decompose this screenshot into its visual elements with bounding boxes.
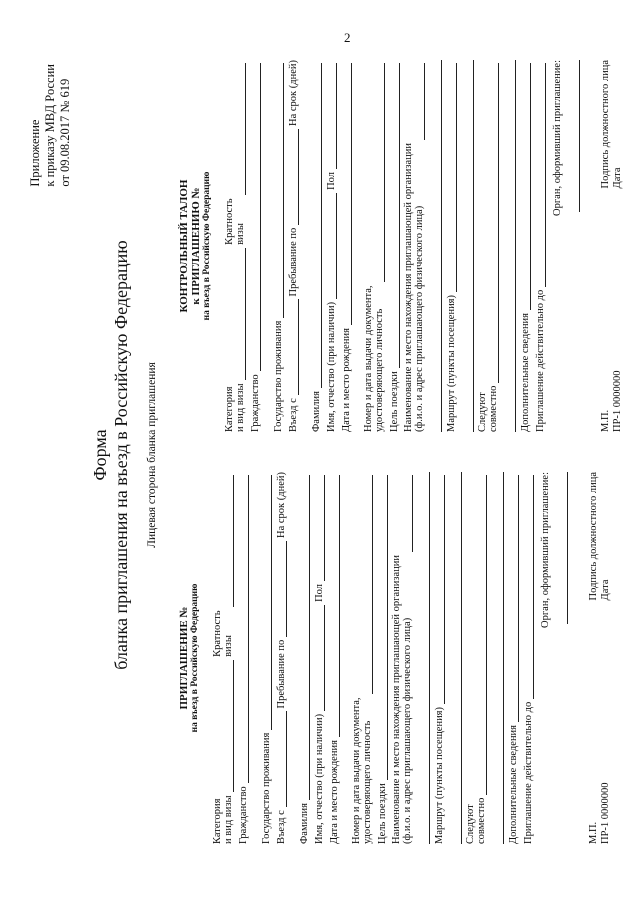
term-label: На срок (дней) <box>276 471 287 538</box>
org-field[interactable] <box>401 475 413 552</box>
stub-citizenship-label: Гражданство <box>250 374 261 432</box>
valid-label: Приглашение действительно до <box>523 701 534 844</box>
doc-label: Номер и дата выдачи документа, удостоверяющего личность <box>351 697 373 844</box>
issuer-label: Орган, оформивший приглашение: <box>540 472 551 628</box>
stub-residence-field[interactable] <box>272 63 284 318</box>
stub-category-field[interactable] <box>234 248 246 381</box>
stub-term-label: На срок (дней) <box>288 59 299 126</box>
surname-field[interactable] <box>298 475 310 800</box>
stub-date-label: Дата <box>612 167 623 189</box>
stub-mp-label: М.П. <box>600 409 611 432</box>
route-field[interactable] <box>433 475 445 704</box>
stub-valid-field[interactable] <box>534 63 546 287</box>
stub-signature-label: Подпись должностного лица <box>600 60 611 189</box>
purpose-field[interactable] <box>376 475 388 780</box>
org-field-2[interactable] <box>417 472 430 844</box>
route-field-2[interactable] <box>449 472 462 844</box>
stub-route-field-2[interactable] <box>461 60 474 432</box>
stub-stay-label: Пребывание по <box>288 227 299 297</box>
stub-name-field[interactable] <box>325 193 337 299</box>
stub-doc-label: Номер и дата выдачи документа, удостоверяющего личность <box>363 285 385 432</box>
stub-purpose-field[interactable] <box>388 63 400 368</box>
category-label: Категория и вид визы <box>212 795 234 844</box>
surname-label: Фамилия <box>299 803 310 844</box>
signature-block <box>588 472 612 600</box>
purpose-label: Цель поездки <box>377 783 388 844</box>
appendix-line-2: к приказу МВД России <box>43 64 57 187</box>
serial-number: ПР-1 0000000 <box>600 782 611 844</box>
stub-extra-label: Дополнительные сведения <box>520 312 531 432</box>
entry-field[interactable] <box>275 711 287 807</box>
stub-stay-field[interactable] <box>287 129 299 225</box>
multiplicity-label: Кратность визы <box>212 610 234 657</box>
doc-field[interactable] <box>361 475 373 695</box>
stub-subtitle: на въезд в Российскую Федерацию <box>202 171 212 321</box>
name-label: Имя, отчество (при наличии) <box>314 713 325 844</box>
form-heading <box>90 60 158 850</box>
birth-field[interactable] <box>328 475 340 737</box>
accomp-label: Следуют совместно <box>465 797 487 844</box>
entry-label: Въезд с <box>276 810 287 844</box>
stub-route-label: Маршрут (пункты посещения) <box>446 294 457 432</box>
heading-title: бланка приглашения на въезд в Российскую Федерацию <box>111 240 131 670</box>
stub-org-field-2[interactable] <box>429 60 442 432</box>
stub-issuer-field[interactable] <box>567 60 580 212</box>
stub-sex-field[interactable] <box>325 63 337 169</box>
stub-accomp-label: Следуют совместно <box>477 385 499 432</box>
accomp-field-2[interactable] <box>491 472 504 844</box>
stub-accomp-field[interactable] <box>487 63 499 383</box>
stub-doc-field[interactable] <box>373 63 385 283</box>
stub-issuer-label: Орган, оформивший приглашение: <box>552 60 563 216</box>
stub-accomp-field-2[interactable] <box>503 60 516 432</box>
stub-entry-label: Въезд с <box>288 398 299 432</box>
stub-surname-label: Фамилия <box>311 391 322 432</box>
rotated-form-sheet <box>28 59 623 850</box>
stub-valid-label: Приглашение действительно до <box>535 289 546 432</box>
issuer-field[interactable] <box>555 472 568 624</box>
stub-title-1: КОНТРОЛЬНЫЙ ТАЛОН <box>178 179 190 313</box>
sex-label: Пол <box>314 583 325 602</box>
invitation-panel <box>178 472 612 844</box>
stub-birth-label: Дата и место рождения <box>341 328 352 432</box>
stub-stamp-block <box>600 370 624 432</box>
residence-label: Государство проживания <box>261 732 272 844</box>
route-label: Маршрут (пункты посещения) <box>434 706 445 844</box>
heading-form: Форма <box>90 429 110 481</box>
stub-sex-label: Пол <box>326 171 337 190</box>
stub-name-label: Имя, отчество (при наличии) <box>326 301 337 432</box>
invitation-title: ПРИГЛАШЕНИЕ № <box>178 606 190 710</box>
appendix-line-3: от 09.08.2017 № 619 <box>58 78 72 187</box>
control-stub-panel <box>178 60 624 432</box>
birth-label: Дата и место рождения <box>329 740 340 844</box>
signature-label: Подпись должностного лица <box>588 472 599 601</box>
stub-citizenship-field[interactable] <box>249 63 261 371</box>
category-field[interactable] <box>222 660 234 793</box>
stub-serial-number: ПР-1 0000000 <box>612 370 623 432</box>
stub-multiplicity-field[interactable] <box>234 63 246 196</box>
multiplicity-field[interactable] <box>222 475 234 608</box>
extra-field[interactable] <box>507 475 519 722</box>
residence-field[interactable] <box>260 475 272 730</box>
valid-field[interactable] <box>522 475 534 699</box>
stub-org-field[interactable] <box>413 63 425 140</box>
stay-label: Пребывание по <box>276 639 287 709</box>
page-number: 2 <box>344 30 351 45</box>
stub-category-label: Категория и вид визы <box>224 383 246 432</box>
citizenship-label: Гражданство <box>238 786 249 844</box>
stub-signature-block <box>600 60 624 188</box>
citizenship-field[interactable] <box>237 475 249 783</box>
org-label: Наименование и место нахождения приглашающей организации (ф.и.о. и адрес приглашающего физического лица) <box>391 554 413 844</box>
date-label: Дата <box>600 579 611 601</box>
stub-route-field[interactable] <box>445 63 457 292</box>
stub-org-label: Наименование и место нахождения приглашающей организации (ф.и.о. и адрес приглашающего физического лица) <box>403 142 425 432</box>
heading-side: Лицевая сторона бланка приглашения <box>146 362 158 548</box>
appendix-line-1: Приложение <box>28 119 42 187</box>
sex-field[interactable] <box>313 475 325 581</box>
stub-residence-label: Государство проживания <box>273 320 284 432</box>
stub-entry-field[interactable] <box>287 299 299 395</box>
stub-multiplicity-label: Кратность визы <box>224 198 246 245</box>
stub-purpose-label: Цель поездки <box>389 371 400 432</box>
invitation-subtitle: на въезд в Российскую Федерацию <box>190 583 200 733</box>
accomp-field[interactable] <box>475 475 487 795</box>
stay-field[interactable] <box>275 541 287 637</box>
stub-surname-field[interactable] <box>310 63 322 388</box>
stub-title-2: к ПРИГЛАШЕНИЮ № <box>190 187 202 305</box>
stub-birth-field[interactable] <box>340 63 352 325</box>
stamp-block <box>588 782 612 844</box>
extra-label: Дополнительные сведения <box>508 724 519 844</box>
mp-label: М.П. <box>588 821 599 844</box>
name-field[interactable] <box>313 605 325 711</box>
appendix-note <box>28 64 73 187</box>
stub-extra-field[interactable] <box>519 63 531 310</box>
